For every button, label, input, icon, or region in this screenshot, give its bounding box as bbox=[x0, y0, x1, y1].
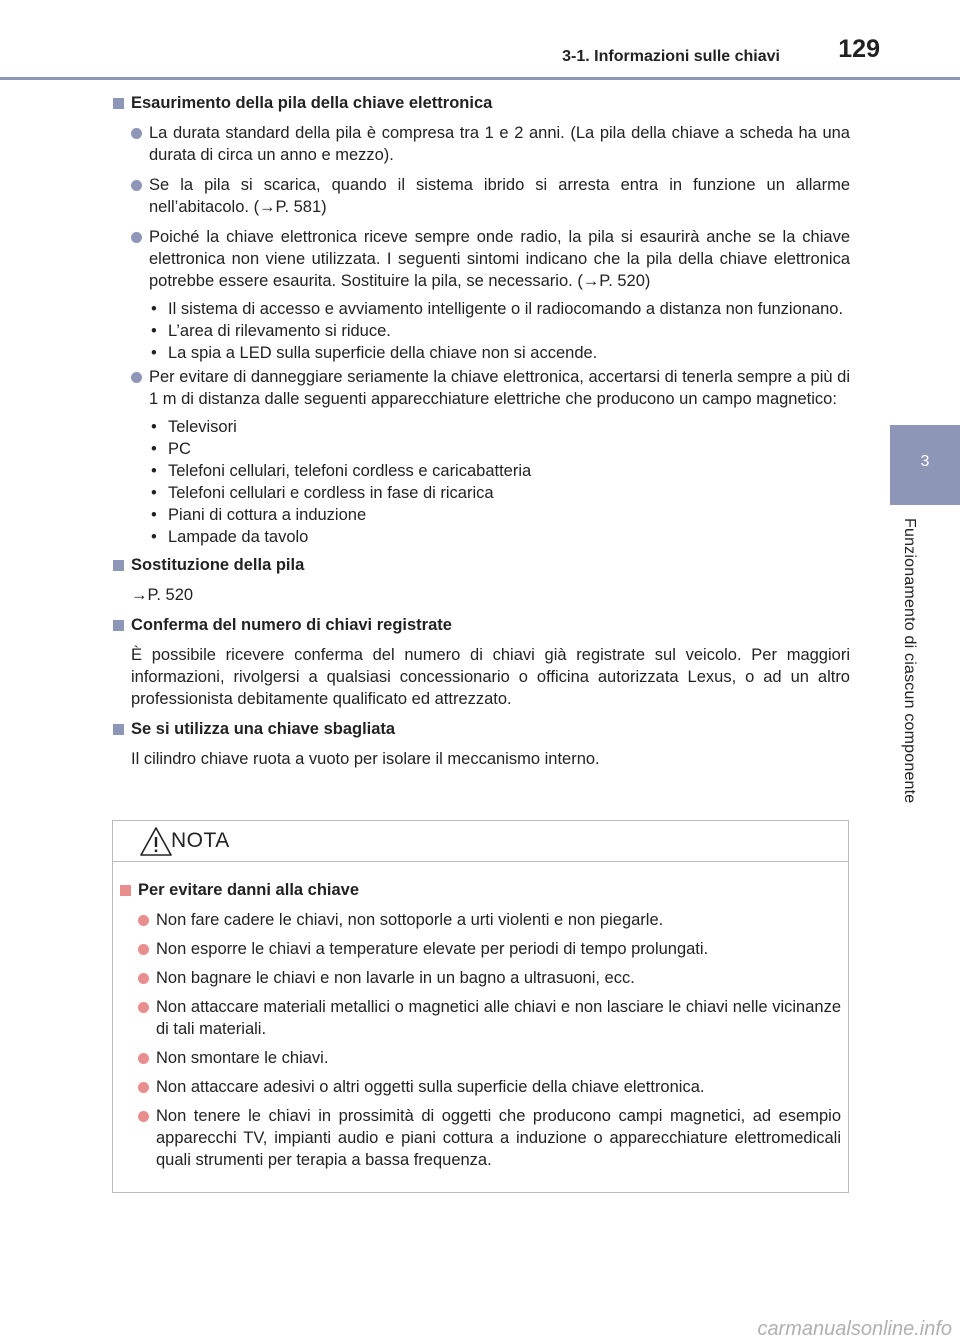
confirm-text: È possibile ricevere conferma del numero di chiavi già registrate sul veicolo. Per maggiori informazioni, rivolgersi a qualsiasi concessionario o officina autorizzata Lexus, o ad un altro professionista debitamente qualificato ed attrezzato. bbox=[131, 646, 850, 708]
list-item: • Televisori bbox=[149, 416, 850, 438]
chapter-label: Funzionamento di ciascun componente bbox=[901, 518, 918, 804]
round-bullet-icon bbox=[138, 1002, 149, 1013]
battery-bullet-1: La durata standard della pila è compresa tra 1 e 2 anni. (La pila della chiave a scheda ha una durata di circa un anno e mezzo). bbox=[112, 122, 850, 166]
list-item: • Lampade da tavolo bbox=[149, 526, 850, 548]
round-bullet-icon bbox=[138, 973, 149, 984]
nota-item: Non tenere le chiavi in prossimità di oggetti che producono campi magnetici, ad esempio apparecchi TV, impianti audio e piani cottura a induzione o apparecchiature elettromedicali quali strumenti per terapia a bassa frequenza. bbox=[119, 1105, 841, 1171]
header-rule bbox=[0, 77, 960, 80]
square-bullet-icon bbox=[113, 620, 124, 631]
battery-bullet-2: Se la pila si scarica, quando il sistema ibrido si arresta entra in funzione un allarme nell’abitacolo. (→P. 581) bbox=[112, 174, 850, 218]
nota-heading: Per evitare danni alla chiave bbox=[119, 879, 841, 901]
round-bullet-icon bbox=[138, 1111, 149, 1122]
battery-bullet-3: Poiché la chiave elettronica riceve sempre onde radio, la pila si esaurirà anche se la chiave elettronica non viene utilizzata. I seguenti sintomi indicano che la pila della chiave elettronica potrebbe essere esaurita. Sostituire la pila, se necessario. (→P. 520) bbox=[112, 226, 850, 292]
section-title: 3-1. Informazioni sulle chiavi bbox=[562, 48, 780, 65]
wrong-key-heading: Se si utilizza una chiave sbagliata bbox=[112, 718, 850, 740]
list-item: • La spia a LED sulla superficie della chiave non si accende. bbox=[149, 342, 850, 364]
round-bullet-icon bbox=[138, 944, 149, 955]
watermark: carmanualsonline.info bbox=[757, 1318, 952, 1340]
nota-item: Non fare cadere le chiavi, non sottoporle a urti violenti e non piegarle. bbox=[119, 909, 841, 931]
nota-body bbox=[119, 879, 841, 1178]
nota-label: NOTA bbox=[171, 829, 230, 852]
list-item: • Piani di cottura a induzione bbox=[149, 504, 850, 526]
confirm-heading: Conferma del numero di chiavi registrate bbox=[112, 614, 850, 636]
nota-item: Non attaccare materiali metallici o magnetici alle chiavi e non lasciare le chiavi nelle vicinanze di tali materiali. bbox=[119, 996, 841, 1040]
list-item: • Telefoni cellulari e cordless in fase di ricarica bbox=[149, 482, 850, 504]
list-item: • PC bbox=[149, 438, 850, 460]
chapter-tab[interactable] bbox=[890, 425, 960, 505]
symptom-list bbox=[112, 298, 850, 364]
square-bullet-icon bbox=[120, 885, 131, 896]
round-bullet-icon bbox=[138, 1082, 149, 1093]
round-bullet-icon bbox=[138, 915, 149, 926]
square-bullet-icon bbox=[113, 560, 124, 571]
device-list bbox=[112, 416, 850, 548]
round-bullet-icon bbox=[138, 1053, 149, 1064]
wrong-key-text: Il cilindro chiave ruota a vuoto per isolare il meccanismo interno. bbox=[131, 750, 600, 768]
nota-item: Non attaccare adesivi o altri oggetti sulla superficie della chiave elettronica. bbox=[119, 1076, 841, 1098]
replace-ref-link[interactable]: →P. 520 bbox=[131, 586, 194, 604]
round-bullet-icon bbox=[131, 128, 142, 139]
list-item: • Telefoni cellulari, telefoni cordless e caricabatteria bbox=[149, 460, 850, 482]
warning-icon bbox=[139, 826, 173, 858]
main-content bbox=[112, 92, 850, 778]
page-number: 129 bbox=[838, 35, 880, 63]
nota-item: Non smontare le chiavi. bbox=[119, 1047, 841, 1069]
nota-item: Non esporre le chiavi a temperature elevate per periodi di tempo prolungati. bbox=[119, 938, 841, 960]
list-item: • Il sistema di accesso e avviamento intelligente o il radiocomando a distanza non funzionano. bbox=[149, 298, 850, 320]
square-bullet-icon bbox=[113, 98, 124, 109]
nota-box bbox=[112, 820, 849, 1193]
list-item: • L’area di rilevamento si riduce. bbox=[149, 320, 850, 342]
round-bullet-icon bbox=[131, 372, 142, 383]
page-header bbox=[0, 0, 960, 80]
square-bullet-icon bbox=[113, 724, 124, 735]
round-bullet-icon bbox=[131, 180, 142, 191]
chapter-number: 3 bbox=[920, 453, 930, 470]
battery-bullet-4: Per evitare di danneggiare seriamente la chiave elettronica, accertarsi di tenerla sempre a più di 1 m di distanza dalle seguenti apparecchiature elettriche che producono un campo magnetico: bbox=[112, 366, 850, 410]
nota-header bbox=[113, 821, 848, 862]
nota-item: Non bagnare le chiavi e non lavarle in un bagno a ultrasuoni, ecc. bbox=[119, 967, 841, 989]
round-bullet-icon bbox=[131, 232, 142, 243]
battery-heading: Esaurimento della pila della chiave elettronica bbox=[112, 92, 850, 114]
replace-heading: Sostituzione della pila bbox=[112, 554, 850, 576]
